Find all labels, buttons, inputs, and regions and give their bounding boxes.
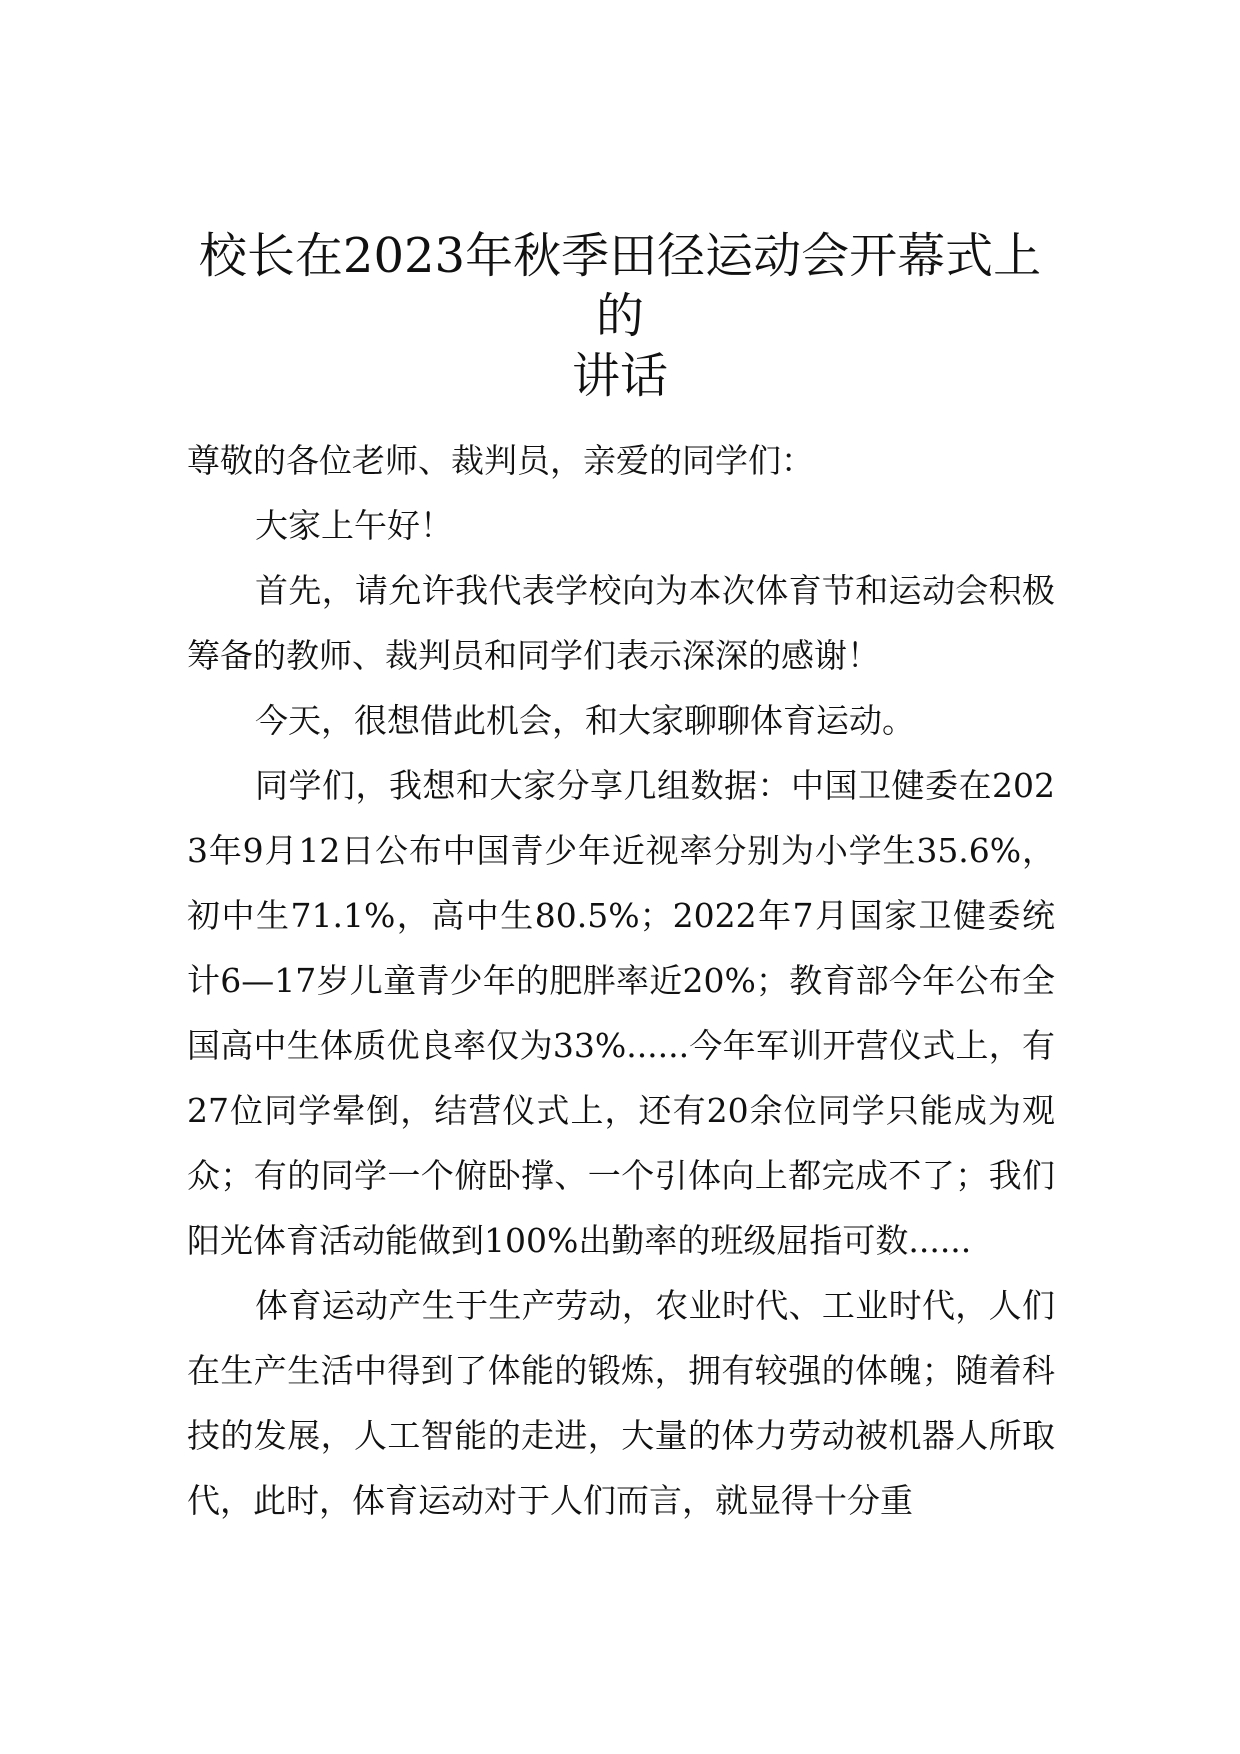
speech-body [187, 428, 1055, 1533]
paragraph-data: 同学们，我想和大家分享几组数据：中国卫健委在2023年9月12日公布中国青少年近视率分别为小学生35.6%，初中生71.1%，高中生80.5%；2022年7月国家卫健委统计6—17岁儿童青少年的肥胖率近20%；教育部今年公布全国高中生体质优良率仅为33%......今年军训开营仪式上，有27位同学晕倒，结营仪式上，还有20余位同学只能成为观众；有的同学一个俯卧撑、一个引体向上都完成不了；我们阳光体育活动能做到100%出勤率的班级屈指可数...... [187, 766, 1055, 1260]
paragraph-history: 体育运动产生于生产劳动，农业时代、工业时代，人们在生产生活中得到了体能的锻炼，拥有较强的体魄；随着科技的发展，人工智能的走进，大量的体力劳动被机器人所取代，此时，体育运动对于人们而言，就显得十分重 [187, 1286, 1055, 1520]
salutation: 尊敬的各位老师、裁判员，亲爱的同学们： [187, 441, 814, 480]
paragraph-thanks: 首先，请允许我代表学校向为本次体育节和运动会积极筹备的教师、裁判员和同学们表示深深的感谢！ [187, 571, 1055, 675]
title-line-2: 讲话 [571, 348, 668, 404]
page-title [180, 226, 1060, 406]
title-line-1: 校长在2023年秋季田径运动会开幕式上的 [198, 228, 1042, 344]
paragraph-greeting: 大家上午好！ [255, 506, 453, 545]
paragraph-intro: 今天，很想借此机会，和大家聊聊体育运动。 [255, 701, 915, 740]
